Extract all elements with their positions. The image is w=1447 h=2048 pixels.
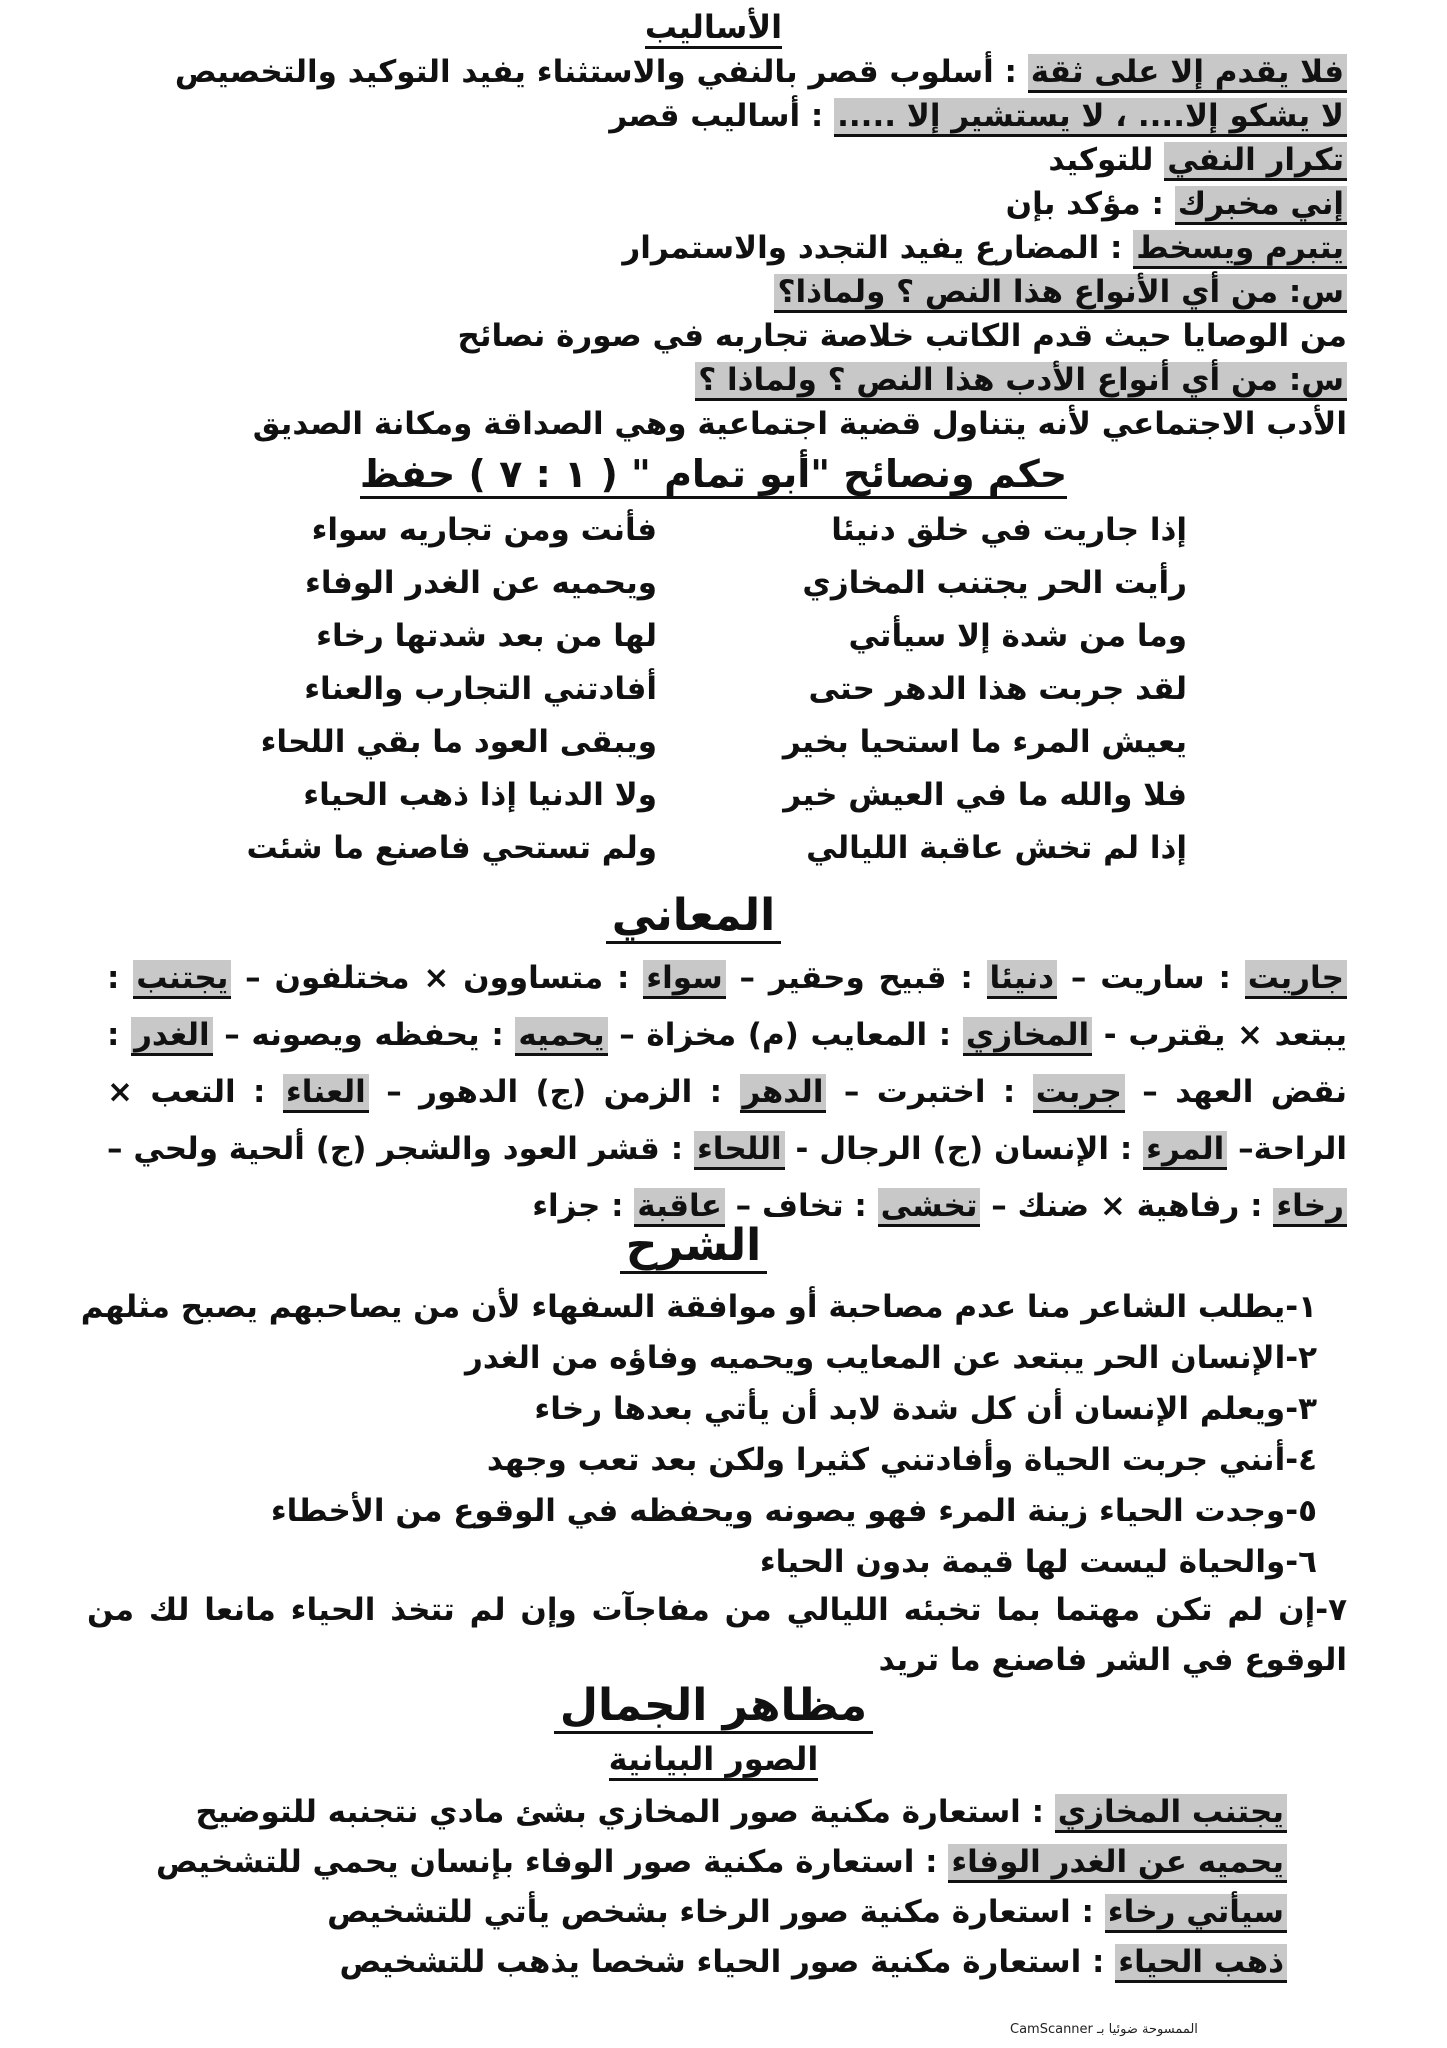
explanation-item: ٣-ويعلم الإنسان أن كل شدة لابد أن يأتي بعدها رخاء xyxy=(534,1391,1317,1427)
asaleeb-line-7 xyxy=(458,314,1347,358)
verse-second-half: ولا الدنيا إذا ذهب الحياء xyxy=(303,777,657,813)
line-text: : مؤكد بإن xyxy=(1005,186,1175,222)
imagery-line xyxy=(156,1840,1287,1884)
explanation-item: ٢-الإنسان الحر يبتعد عن المعايب ويحميه وفاؤه من الغدر xyxy=(465,1340,1317,1376)
line-text: للتوكيد xyxy=(1048,142,1165,178)
verse-second-half: أفادتني التجارب والعناء xyxy=(304,671,657,707)
vocab-word: الغدر xyxy=(131,1017,213,1056)
line-text: : استعارة مكنية صور الوفاء بإنسان يحمي للتشخيص xyxy=(155,1844,949,1880)
vocab-meaning: : تخاف – xyxy=(724,1188,878,1224)
verse-second-half: ولم تستحي فاصنع ما شئت xyxy=(246,830,657,866)
vocab-meaning: : التعب × الراحة– xyxy=(107,1074,1347,1167)
highlighted-term: يتبرم ويسخط xyxy=(1133,230,1347,269)
explanation-item: ٥-وجدت الحياء زينة المرء فهو يصونه ويحفظه في الوقوع من الأخطاء xyxy=(270,1493,1317,1529)
imagery-line xyxy=(327,1890,1287,1934)
vocab-meaning: : قبيح وحقير – xyxy=(725,960,987,996)
line-text: : أساليب قصر xyxy=(609,98,835,134)
vocab-word: تخشى xyxy=(878,1188,981,1227)
maani-paragraph xyxy=(107,950,1347,1235)
section-title-maani: المعاني xyxy=(0,890,1417,941)
vocab-meaning: : جزاء xyxy=(532,1188,635,1224)
asaleeb-line-2 xyxy=(609,94,1347,138)
verse-first-half: فلا والله ما في العيش خير xyxy=(783,777,1187,813)
highlighted-term: يجتنب المخازي xyxy=(1055,1794,1287,1833)
asaleeb-line-1 xyxy=(175,50,1347,94)
vocab-word: رخاء xyxy=(1273,1188,1347,1227)
vocab-word: الدهر xyxy=(740,1074,827,1113)
vocab-word: جربت xyxy=(1033,1074,1125,1113)
watermark-label: الممسوحة ضوئيا بـ xyxy=(1097,2022,1198,2037)
watermark-brand: CamScanner xyxy=(1010,2022,1093,2037)
imagery-line xyxy=(339,1940,1287,1984)
vocab-word: دنيئا xyxy=(987,960,1058,999)
asaleeb-line-9 xyxy=(253,402,1347,446)
vocab-meaning: : اختبرت – xyxy=(826,1074,1033,1110)
explanation-item: ٦-والحياة ليست لها قيمة بدون الحياء xyxy=(759,1544,1317,1580)
vocab-word: المرء xyxy=(1143,1131,1227,1170)
vocab-meaning: : الزمن (ج) الدهور – xyxy=(368,1074,740,1110)
vocab-meaning: : يحفظه ويصونه – xyxy=(212,1017,516,1053)
vocab-meaning: : ساريت – xyxy=(1057,960,1245,996)
verse-first-half: رأيت الحر يجتنب المخازي xyxy=(802,565,1187,601)
section-title-asaleeb: الأساليب xyxy=(0,8,1437,46)
vocab-word: العناء xyxy=(283,1074,369,1113)
vocab-word: سواء xyxy=(643,960,725,999)
answer: الأدب الاجتماعي لأنه يتناول قضية اجتماعية وهي الصداقة ومكانة الصديق xyxy=(252,406,1347,442)
vocab-word: جاريت xyxy=(1245,960,1347,999)
line-text: : المضارع يفيد التجدد والاستمرار xyxy=(622,230,1134,266)
verse-second-half: فأنت ومن تجاريه سواء xyxy=(311,512,657,548)
line-text: : استعارة مكنية صور الرخاء بشخص يأتي للتشخيص xyxy=(327,1894,1105,1930)
verse-first-half: إذا جاريت في خلق دنيئا xyxy=(831,512,1187,548)
line-text: : أسلوب قصر بالنفي والاستثناء يفيد التوكيد والتخصيص xyxy=(174,54,1028,90)
verse-first-half: وما من شدة إلا سيأتي xyxy=(848,618,1187,654)
highlighted-term: ذهب الحياء xyxy=(1115,1944,1287,1983)
explanation-item: ١-يطلب الشاعر منا عدم مصاحبة أو موافقة السفهاء لأن من يصاحبهم يصبح مثلهم xyxy=(80,1289,1317,1325)
scanner-watermark xyxy=(1010,2022,1198,2037)
highlighted-term: فلا يقدم إلا على ثقة xyxy=(1028,54,1347,93)
line-text: : استعارة مكنية صور الحياء شخصا يذهب للتشخيص xyxy=(339,1944,1116,1980)
vocab-meaning: : رفاهية × ضنك – xyxy=(980,1188,1274,1224)
explanation-item: ٤-أنني جربت الحياة وأفادتني كثيرا ولكن بعد تعب وجهد xyxy=(486,1442,1317,1478)
vocab-meaning: : نقض العهد – xyxy=(107,1017,1348,1110)
vocab-meaning: : يبتعد × يقترب - xyxy=(107,960,1347,1053)
poem-title: حكم ونصائح "أبو تمام " ( ١ : ٧ ) حفظ xyxy=(0,452,1437,496)
vocab-word: يحميه xyxy=(515,1017,607,1056)
asaleeb-line-8 xyxy=(695,358,1347,402)
vocab-meaning: : المعايب (م) مخزاة – xyxy=(607,1017,963,1053)
vocab-meaning: : الإنسان (ج) الرجال - xyxy=(784,1131,1144,1167)
asaleeb-line-3 xyxy=(1048,138,1347,182)
highlighted-term: إني مخبرك xyxy=(1175,186,1347,225)
vocab-meaning: : قشر العود والشجر (ج) ألحية ولحي – xyxy=(107,1131,694,1167)
section-title-jamal: مظاهر الجمال xyxy=(0,1680,1437,1731)
vocab-word: عاقبة xyxy=(634,1188,725,1227)
explanation-item: ٧-إن لم تكن مهتما بما تخبئه الليالي من مفاجآت وإن لم تتخذ الحياء مانعا لك من الوقوع في الشر فاصنع ما تريد xyxy=(87,1592,1347,1678)
line-text: : استعارة مكنية صور المخازي بشئ مادي نتجنبه للتوضيح xyxy=(195,1794,1055,1830)
asaleeb-line-6 xyxy=(774,270,1347,314)
asaleeb-line-4 xyxy=(1006,182,1347,226)
highlighted-term: سيأتي رخاء xyxy=(1105,1894,1287,1933)
highlighted-term: لا يشكو إلا.... ، لا يستشير إلا ..... xyxy=(834,98,1347,137)
verse-first-half: إذا لم تخش عاقبة الليالي xyxy=(806,830,1187,866)
verse-first-half: لقد جربت هذا الدهر حتى xyxy=(808,671,1187,707)
answer: من الوصايا حيث قدم الكاتب خلاصة تجاربه في صورة نصائح xyxy=(457,318,1347,354)
verse-second-half: ويحميه عن الغدر الوفاء xyxy=(305,565,657,601)
verse-first-half: يعيش المرء ما استحيا بخير xyxy=(782,724,1187,760)
verse-second-half: ويبقى العود ما بقي اللحاء xyxy=(260,724,657,760)
subsection-title-suwar: الصور البيانية xyxy=(0,1740,1437,1778)
vocab-meaning: : متساوون × مختلفون – xyxy=(231,960,644,996)
question: س: من أي أنواع الأدب هذا النص ؟ ولماذا ؟ xyxy=(695,362,1347,401)
vocab-word: اللحاء xyxy=(694,1131,785,1170)
highlighted-term: تكرار النفي xyxy=(1164,142,1347,181)
asaleeb-line-5 xyxy=(622,226,1347,270)
imagery-line xyxy=(196,1790,1287,1834)
question: س: من أي الأنواع هذا النص ؟ ولماذا؟ xyxy=(774,274,1347,313)
verse-second-half: لها من بعد شدتها رخاء xyxy=(316,618,657,654)
highlighted-term: يحميه عن الغدر الوفاء xyxy=(948,1844,1287,1883)
vocab-word: المخازي xyxy=(963,1017,1092,1056)
vocab-word: يجتنب xyxy=(133,960,231,999)
section-title-sharh: الشرح xyxy=(0,1220,1417,1271)
